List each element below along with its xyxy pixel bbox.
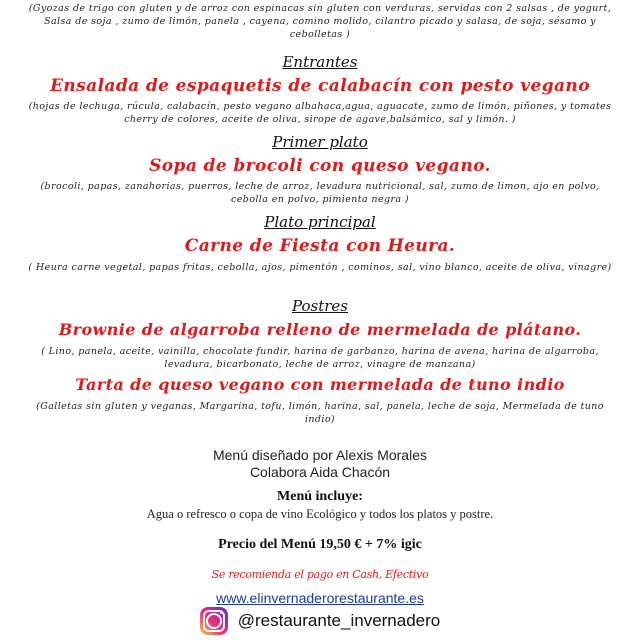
dish-ensalada: Ensalada de espaquetis de calabacín con pesto vegano [50, 76, 590, 96]
gyozas-ingredients [0, 2, 640, 41]
section-heading-entrantes: Entrantes [282, 53, 358, 71]
ingredients-line: cherry de colores, aceite de oliva, sirope de agave,balsámico, sal y limón. ) [124, 114, 516, 125]
dish-carne-fiesta: Carne de Fiesta con Heura. [184, 236, 456, 256]
carne-ingredients [0, 261, 640, 274]
section-heading-postres: Postres [292, 297, 348, 315]
instagram-icon [200, 607, 228, 635]
brownie-ingredients [0, 345, 640, 371]
ingredients-line: ( Heura carne vegetal, papas fritas, cebolla, ajos, pimentón , cominos, sal, vino blanco, aceite de oliva, vinagre) [28, 262, 612, 273]
ingredients-line: (Gyozas de trigo con gluten y de arroz con espinacas sin gluten con verduras, servidas con 2 salsas , de yogurt, [28, 3, 612, 14]
section-heading-plato-principal: Plato principal [264, 213, 376, 231]
payment-note: Se recomienda el pago en Cash, Efectivo [211, 568, 429, 581]
sopa-ingredients [0, 180, 640, 206]
includes-title: Menú incluye: [277, 489, 363, 504]
ingredients-line: cebolletas ) [289, 29, 351, 40]
ingredients-line: levadura, bicarbonato, leche de arroz, vinagre de manzana) [164, 359, 476, 370]
ensalada-ingredients [0, 100, 640, 126]
designer-credit: Menú diseñado por Alexis Morales [212, 447, 427, 463]
dish-sopa: Sopa de brocoli con queso vegano. [149, 156, 491, 176]
ingredients-line: (Galletas sin gluten y veganas, Margarina, tofu, limón, harina, sal, panela, leche de soja, Mermelada de tuno [36, 401, 604, 412]
ingredients-line: (brocoli, papas, zanahorias, puerros, leche de arroz, levadura nutricional, sal, zumo de limon, ajo en polvo, [40, 181, 600, 192]
includes-text: Agua o refresco o copa de vino Ecológico y todos los platos y postre. [146, 507, 494, 521]
menu-price: Precio del Menú 19,50 € + 7% igic [218, 537, 422, 552]
tarta-ingredients [0, 400, 640, 426]
section-heading-primer-plato: Primer plato [272, 133, 368, 151]
dish-brownie: Brownie de algarroba relleno de mermelada de plátano. [58, 320, 582, 339]
collaborator-credit: Colabora Aida Chacón [249, 464, 391, 480]
credits [0, 447, 640, 481]
ingredients-line: Salsa de soja , zumo de limón, panela , cayena, comino molido, cilantro picado y salasa, de soja, sésamo y [44, 16, 596, 27]
website-link[interactable]: www.elinvernaderorestaurante.es [216, 590, 424, 606]
dish-tarta-queso: Tarta de queso vegano con mermelada de tuno indio [75, 375, 565, 394]
ingredients-line: cebolla en polvo, pimienta negra ) [231, 194, 409, 205]
ingredients-line: indio) [304, 414, 336, 425]
ingredients-line: (hojas de lechuga, rúcula, calabacín, pesto vegano albahaca,agua, aguacate, zumo de limón, piñones, y tomates [28, 101, 612, 112]
ingredients-line: ( Lino, panela, aceite, vainilla, chocolate fundir, harina de garbanzo, harina de avena, harina de algarroba, [41, 346, 599, 357]
instagram-handle[interactable]: @restaurante_invernadero [237, 611, 441, 630]
instagram-row[interactable] [0, 606, 640, 636]
